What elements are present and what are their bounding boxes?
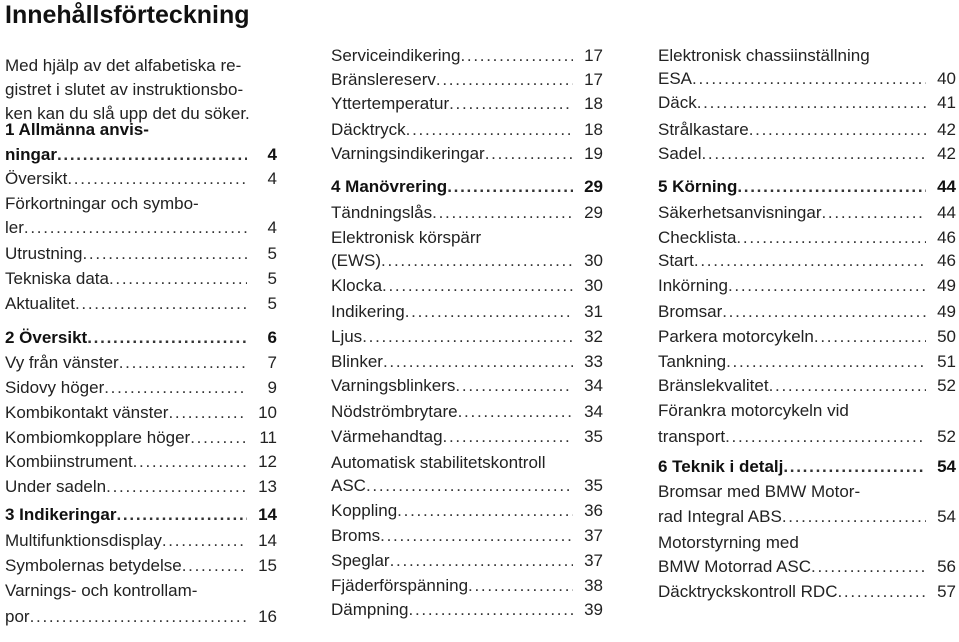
- toc-entry-title: Nödströmbrytare: [331, 402, 458, 421]
- toc-page-number: 4: [267, 169, 277, 188]
- toc-entry[interactable]: [658, 91, 956, 115]
- toc-entry[interactable]: [5, 267, 277, 291]
- toc-entry-title: Kombiinstrument: [5, 452, 133, 471]
- toc-entry[interactable]: [5, 529, 277, 553]
- toc-entry-title: Bromsar: [658, 302, 723, 321]
- toc-entry[interactable]: [5, 401, 277, 425]
- toc-entry-title: Motorstyrning med: [658, 533, 799, 552]
- toc-page-number: 4: [267, 145, 277, 164]
- toc-dot-leader: [409, 598, 574, 622]
- toc-entry-title: Inkörning: [658, 276, 728, 295]
- toc-entry[interactable]: [5, 475, 277, 499]
- toc-page-number: 30: [584, 251, 603, 270]
- toc-entry[interactable]: [658, 580, 956, 604]
- toc-entry[interactable]: [5, 292, 277, 316]
- toc-page-number: 39: [584, 600, 603, 619]
- toc-entry[interactable]: [331, 226, 603, 250]
- toc-page-number: 40: [937, 69, 956, 88]
- toc-entry-title: Koppling: [331, 501, 398, 520]
- toc-entry[interactable]: [658, 325, 956, 349]
- toc-page-number: 5: [267, 294, 277, 313]
- toc-entry-title: Fjäderförspänning: [331, 576, 469, 595]
- toc-entry[interactable]: [331, 249, 603, 273]
- toc-entry[interactable]: [658, 44, 956, 68]
- toc-page-number: 11: [259, 428, 277, 447]
- toc-page-number: 46: [937, 251, 956, 270]
- toc-dot-leader: [382, 274, 573, 298]
- toc-entry-title: Yttertemperatur: [331, 94, 450, 113]
- toc-dot-leader: [366, 474, 573, 498]
- toc-dot-leader: [182, 554, 247, 578]
- toc-entry-title: ningar: [5, 145, 57, 164]
- toc-entry[interactable]: [5, 605, 277, 629]
- toc-entry[interactable]: [331, 549, 603, 573]
- toc-entry[interactable]: [658, 425, 956, 449]
- toc-dot-leader: [837, 580, 926, 604]
- toc-dot-leader: [736, 226, 926, 250]
- toc-entry-title: Varningsindikeringar: [331, 144, 485, 163]
- toc-page-number: 37: [584, 551, 603, 570]
- toc-dot-leader: [694, 249, 926, 273]
- toc-page-number: 46: [937, 228, 956, 247]
- toc-entry[interactable]: [331, 300, 603, 324]
- toc-page-number: 35: [584, 427, 603, 446]
- toc-dot-leader: [390, 549, 573, 573]
- toc-entry[interactable]: [331, 425, 603, 449]
- toc-entry-title: Automatisk stabilitetskontroll: [331, 453, 546, 472]
- toc-page-number: 12: [258, 452, 277, 471]
- toc-dot-leader: [383, 350, 573, 374]
- toc-dot-leader: [447, 175, 573, 199]
- toc-page-number: 19: [584, 144, 603, 163]
- toc-chapter-heading[interactable]: [5, 143, 277, 167]
- toc-dot-leader: [485, 142, 573, 166]
- toc-entry-title: Elektronisk körspärr: [331, 228, 482, 247]
- toc-entry[interactable]: [331, 201, 603, 225]
- toc-page-number: 5: [267, 244, 277, 263]
- toc-page-number: 34: [584, 376, 603, 395]
- toc-page-number: 9: [267, 378, 277, 397]
- toc-entry-title: Kombiomkopplare höger: [5, 428, 191, 447]
- toc-page-number: 38: [584, 576, 603, 595]
- toc-entry[interactable]: [658, 300, 956, 324]
- toc-entry[interactable]: [5, 216, 277, 240]
- toc-entry-title: Däcktryckskontroll RDC: [658, 582, 838, 601]
- toc-entry-title: 6 Teknik i detalj: [658, 457, 784, 476]
- toc-page-number: 14: [258, 531, 277, 550]
- toc-dot-leader: [82, 242, 247, 266]
- toc-dot-leader: [458, 400, 573, 424]
- toc-entry-title: Under sadeln: [5, 477, 107, 496]
- toc-dot-leader: [432, 201, 573, 225]
- toc-chapter-heading[interactable]: [658, 455, 956, 479]
- toc-entry[interactable]: [5, 167, 277, 191]
- toc-entry-title: Indikering: [331, 302, 405, 321]
- toc-entry[interactable]: [5, 426, 277, 450]
- toc-dot-leader: [726, 350, 926, 374]
- toc-entry-title: 1 Allmänna anvis-: [5, 120, 149, 139]
- toc-entry-title: Parkera motorcykeln: [658, 327, 814, 346]
- toc-entry-title: Checklista: [658, 228, 737, 247]
- toc-entry[interactable]: [658, 555, 956, 579]
- toc-entry-title: Översikt: [5, 169, 68, 188]
- toc-entry-title: Serviceindikering: [331, 46, 461, 65]
- toc-entry[interactable]: [331, 400, 603, 424]
- toc-dot-leader: [87, 326, 247, 350]
- toc-page-number: 29: [584, 203, 603, 222]
- toc-dot-leader: [106, 475, 247, 499]
- toc-entry-title: Sidovy höger: [5, 378, 105, 397]
- toc-dot-leader: [728, 274, 926, 298]
- toc-dot-leader: [455, 374, 573, 398]
- toc-page-number: 37: [584, 526, 603, 545]
- toc-dot-leader: [783, 455, 926, 479]
- toc-page-number: 50: [937, 327, 956, 346]
- toc-entry[interactable]: [331, 68, 603, 92]
- toc-entry[interactable]: [331, 118, 603, 142]
- toc-dot-leader: [449, 92, 573, 116]
- toc-dot-leader: [725, 425, 926, 449]
- toc-page-number: 54: [937, 507, 956, 526]
- toc-entry-title: rad Integral ABS: [658, 507, 782, 526]
- toc-entry-title: 2 Översikt: [5, 328, 88, 347]
- toc-entry[interactable]: [5, 242, 277, 266]
- toc-entry[interactable]: [658, 274, 956, 298]
- toc-entry-title: Bromsar med BMW Motor-: [658, 482, 861, 501]
- toc-entry[interactable]: [331, 274, 603, 298]
- toc-page-number: 49: [937, 302, 956, 321]
- toc-dot-leader: [782, 505, 926, 529]
- toc-entry-title: ler: [5, 218, 24, 237]
- toc-entry[interactable]: [658, 505, 956, 529]
- toc-page-number: 52: [937, 376, 956, 395]
- intro-line: ken kan du slå upp det du söker.: [5, 104, 250, 123]
- toc-entry[interactable]: [331, 350, 603, 374]
- toc-entry-title: Multifunktionsdisplay: [5, 531, 162, 550]
- toc-dot-leader: [67, 167, 247, 191]
- toc-page-number: 5: [267, 269, 277, 288]
- toc-entry-title: Speglar: [331, 551, 390, 570]
- toc-dot-leader: [468, 574, 573, 598]
- toc-dot-leader: [692, 67, 926, 91]
- toc-dot-leader: [769, 374, 926, 398]
- toc-page-number: 54: [937, 457, 956, 476]
- toc-page-number: 31: [584, 302, 603, 321]
- toc-entry[interactable]: [331, 325, 603, 349]
- toc-entry-title: Dämpning: [331, 600, 409, 619]
- toc-page-number: 56: [937, 557, 956, 576]
- toc-entry-title: Symbolernas betydelse: [5, 556, 182, 575]
- toc-entry[interactable]: [5, 579, 277, 603]
- toc-dot-leader: [749, 118, 926, 142]
- toc-entry-title: Sadel: [658, 144, 702, 163]
- toc-dot-leader: [109, 267, 247, 291]
- toc-dot-leader: [460, 44, 573, 68]
- toc-page-number: 49: [937, 276, 956, 295]
- toc-entry-title: Blinker: [331, 352, 383, 371]
- toc-dot-leader: [405, 300, 573, 324]
- toc-entry-title: Varningsblinkers: [331, 376, 456, 395]
- toc-dot-leader: [397, 499, 573, 523]
- toc-entry[interactable]: [331, 142, 603, 166]
- toc-page-number: 17: [584, 46, 603, 65]
- toc-page-number: 18: [584, 120, 603, 139]
- toc-entry-title: Tändningslås: [331, 203, 433, 222]
- toc-dot-leader: [406, 118, 573, 142]
- toc-dot-leader: [75, 292, 247, 316]
- toc-entry-title: Vy från vänster: [5, 353, 119, 372]
- toc-chapter-heading[interactable]: [331, 175, 603, 199]
- toc-page-number: 36: [584, 501, 603, 520]
- toc-dot-leader: [57, 143, 247, 167]
- toc-entry-title: 3 Indikeringar: [5, 505, 117, 524]
- toc-page-number: 10: [258, 403, 277, 422]
- toc-entry-title: 5 Körning: [658, 177, 738, 196]
- toc-entry-title: Ljus: [331, 327, 363, 346]
- toc-page-number: 29: [584, 177, 603, 196]
- toc-entry[interactable]: [331, 92, 603, 116]
- toc-page-number: 13: [258, 477, 277, 496]
- toc-entry-title: Start: [658, 251, 694, 270]
- toc-entry-title: Värmehandtag: [331, 427, 443, 446]
- intro-line: Med hjälp av det alfabetiska re-: [5, 56, 242, 75]
- toc-entry-title: Bränslekvalitet: [658, 376, 769, 395]
- toc-chapter-heading[interactable]: [5, 326, 277, 350]
- toc-page-number: 51: [937, 352, 956, 371]
- toc-entry-title: 4 Manövrering: [331, 177, 448, 196]
- toc-page-number: 17: [584, 70, 603, 89]
- intro-line: gistret i slutet av instruktionsbo-: [5, 80, 244, 99]
- toc-page-number: 34: [584, 402, 603, 421]
- toc-entry-title: ASC: [331, 476, 366, 495]
- toc-dot-leader: [443, 425, 573, 449]
- toc-dot-leader: [821, 201, 926, 225]
- toc-entry[interactable]: [5, 376, 277, 400]
- toc-entry-title: Tankning: [658, 352, 727, 371]
- toc-dot-leader: [116, 503, 247, 527]
- toc-page-number: 15: [258, 556, 277, 575]
- toc-page-number: 33: [584, 352, 603, 371]
- toc-entry[interactable]: [658, 118, 956, 142]
- toc-page-number: 41: [937, 93, 956, 112]
- toc-entry[interactable]: [658, 67, 956, 91]
- toc-entry[interactable]: [658, 249, 956, 273]
- toc-dot-leader: [162, 529, 247, 553]
- toc-entry-title: Däcktryck: [331, 120, 406, 139]
- toc-dot-leader: [168, 401, 247, 425]
- toc-page-number: 44: [937, 177, 956, 196]
- toc-dot-leader: [814, 325, 926, 349]
- toc-entry[interactable]: [5, 351, 277, 375]
- toc-page-number: 4: [267, 218, 277, 237]
- toc-entry[interactable]: [331, 499, 603, 523]
- toc-entry[interactable]: [331, 598, 603, 622]
- toc-page-number: 52: [937, 427, 956, 446]
- toc-page-number: 16: [258, 607, 277, 626]
- toc-entry-title: Kombikontakt vänster: [5, 403, 169, 422]
- toc-entry-title: Broms: [331, 526, 381, 545]
- toc-entry-title: transport: [658, 427, 726, 446]
- toc-entry[interactable]: [658, 226, 956, 250]
- toc-page-number: 32: [584, 327, 603, 346]
- toc-entry-title: Förkortningar och symbo-: [5, 194, 199, 213]
- toc-entry-title: Elektronisk chassiinställning: [658, 46, 870, 65]
- toc-entry[interactable]: [331, 574, 603, 598]
- toc-entry[interactable]: [5, 192, 277, 216]
- toc-chapter-heading[interactable]: [658, 175, 956, 199]
- toc-dot-leader: [722, 300, 926, 324]
- toc-entry[interactable]: [5, 554, 277, 578]
- toc-entry-title: (EWS): [331, 251, 382, 270]
- toc-entry-title: Aktualitet: [5, 294, 75, 313]
- toc-entry-title: Säkerhetsanvisningar: [658, 203, 822, 222]
- toc-page-number: 35: [584, 476, 603, 495]
- toc-entry[interactable]: [331, 451, 603, 475]
- toc-page-number: 7: [267, 353, 277, 372]
- toc-dot-leader: [362, 325, 573, 349]
- toc-dot-leader: [380, 524, 573, 548]
- toc-entry-title: Varnings- och kontrollam-: [5, 581, 198, 600]
- toc-dot-leader: [381, 249, 573, 273]
- toc-entry-title: Tekniska data: [5, 269, 109, 288]
- toc-chapter-heading[interactable]: [5, 503, 277, 527]
- toc-page-number: 14: [258, 505, 277, 524]
- toc-entry-title: Utrustning: [5, 244, 83, 263]
- toc-entry-title: Strålkastare: [658, 120, 749, 139]
- toc-entry-title: BMW Motorrad ASC: [658, 557, 812, 576]
- toc-entry[interactable]: [658, 480, 956, 504]
- toc-entry[interactable]: [331, 374, 603, 398]
- toc-dot-leader: [737, 175, 926, 199]
- toc-entry-title: por: [5, 607, 30, 626]
- toc-entry[interactable]: [658, 374, 956, 398]
- toc-entry[interactable]: [5, 450, 277, 474]
- toc-page-number: 42: [937, 144, 956, 163]
- toc-entry-title: ESA: [658, 69, 693, 88]
- toc-entry[interactable]: [658, 531, 956, 555]
- toc-dot-leader: [436, 68, 573, 92]
- toc-entry[interactable]: [331, 474, 603, 498]
- toc-page-number: 30: [584, 276, 603, 295]
- toc-page-number: 6: [267, 328, 277, 347]
- toc-dot-leader: [697, 91, 926, 115]
- page-title: Innehållsförteckning: [5, 1, 250, 29]
- toc-dot-leader: [701, 142, 926, 166]
- toc-entry-title: Bränslereserv: [331, 70, 436, 89]
- toc-page-number: 42: [937, 120, 956, 139]
- toc-entry-title: Klocka: [331, 276, 383, 295]
- toc-entry[interactable]: [658, 399, 956, 423]
- toc-dot-leader: [24, 216, 247, 240]
- toc-entry-title: Däck: [658, 93, 697, 112]
- toc-dot-leader: [811, 555, 926, 579]
- toc-page-number: 18: [584, 94, 603, 113]
- toc-page-number: 57: [937, 582, 956, 601]
- toc-dot-leader: [30, 605, 247, 629]
- toc-dot-leader: [104, 376, 247, 400]
- toc-page-number: 44: [937, 203, 956, 222]
- toc-dot-leader: [133, 450, 247, 474]
- toc-entry[interactable]: [658, 350, 956, 374]
- toc-chapter-heading[interactable]: [5, 118, 277, 142]
- toc-entry[interactable]: [658, 201, 956, 225]
- toc-entry[interactable]: [331, 44, 603, 68]
- toc-entry[interactable]: [658, 142, 956, 166]
- toc-dot-leader: [119, 351, 247, 375]
- toc-dot-leader: [190, 426, 247, 450]
- toc-entry-title: Förankra motorcykeln vid: [658, 401, 849, 420]
- toc-entry[interactable]: [331, 524, 603, 548]
